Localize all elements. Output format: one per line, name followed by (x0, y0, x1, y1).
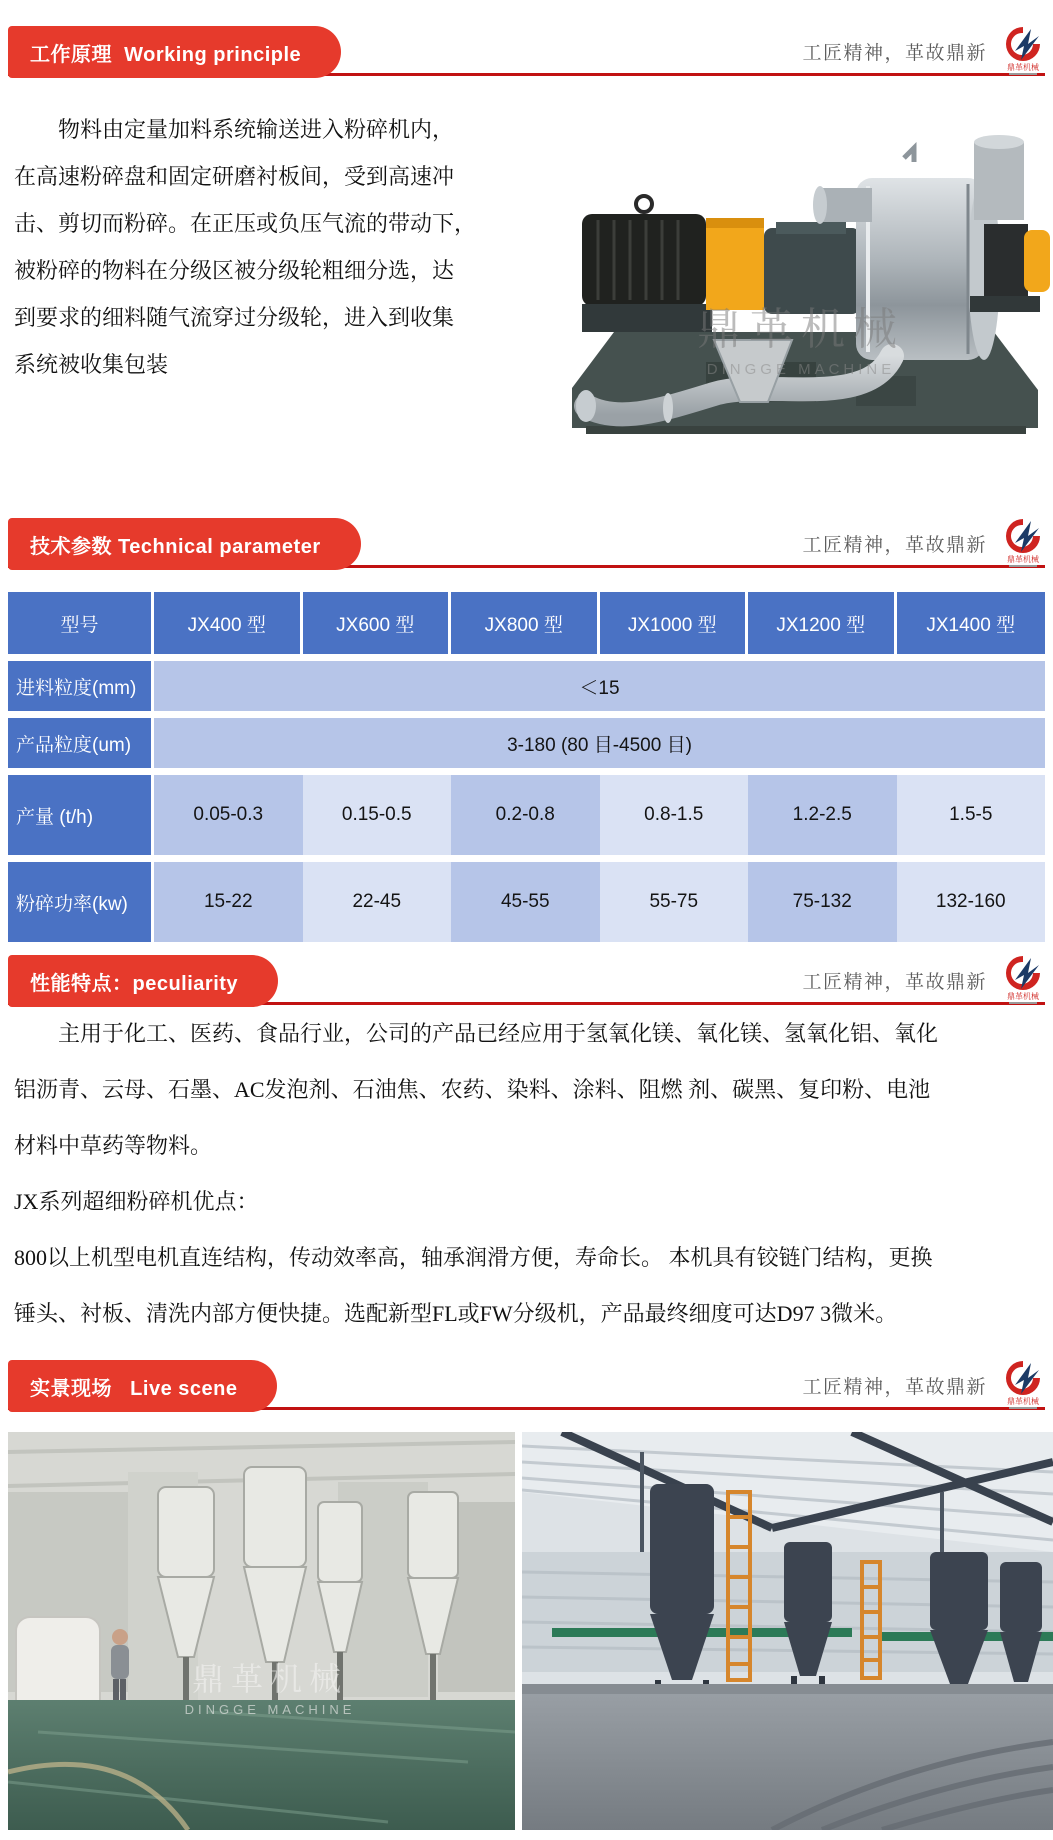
banner-pill (8, 518, 361, 570)
brand-motto: 工匠精神，革故鼎新 (802, 1376, 987, 1398)
table-cell: 132-160 (897, 862, 1046, 942)
brand-logo-icon (1001, 1358, 1045, 1412)
section-title: 实景现场 Live scene (30, 1377, 238, 1400)
svg-text:DINGGE MACHINE: DINGGE MACHINE (184, 1702, 356, 1717)
paragraph-line: 主用于化工、医药、食品行业，公司的产品已经应用于氢氧化镁、氧化镁、氢氧化铝、氧化 (58, 1021, 939, 1046)
section-title: 工作原理 Working principle (30, 43, 302, 66)
banner-pill (8, 26, 341, 78)
table-cell: 3-180 (80 目-4500 目) (154, 718, 1045, 768)
table-header-cell: JX800 型 (451, 592, 600, 654)
table-cell: 0.05-0.3 (154, 775, 303, 855)
table-cell: 55-75 (600, 862, 749, 942)
peculiarity-paragraph (14, 1006, 1044, 1342)
table-cell: 15-22 (154, 862, 303, 942)
table-header-cell: JX1200 型 (748, 592, 897, 654)
table-header-cell: JX1400 型 (897, 592, 1046, 654)
table-header-cell: JX400 型 (154, 592, 303, 654)
table-row-label: 进料粒度(mm) (8, 661, 154, 711)
live-photo-left (8, 1432, 515, 1830)
table-cell: 0.2-0.8 (451, 775, 600, 855)
live-photo-right (522, 1432, 1053, 1830)
table-header-cell: JX600 型 (303, 592, 452, 654)
section-banner-working-principle (8, 26, 1045, 76)
table-cell: 1.2-2.5 (748, 775, 897, 855)
brand-motto: 工匠精神，革故鼎新 (802, 971, 987, 993)
svg-text:DINGGE MACHINE: DINGGE MACHINE (706, 361, 896, 378)
table-cell: 22-45 (303, 862, 452, 942)
paragraph-line: 锤头、衬板、清洗内部方便快捷。选配新型FL或FW分级机，产品最终细度可达D97 3微米。 (14, 1301, 898, 1326)
paragraph-line: JX系列超细粉碎机优点： (14, 1189, 259, 1214)
brand-motto: 工匠精神，革故鼎新 (802, 534, 987, 556)
brand-motto: 工匠精神，革故鼎新 (802, 42, 987, 64)
table-cell: ＜15 (154, 661, 1045, 711)
table-cell: 1.5-5 (897, 775, 1046, 855)
live-scene-photos (8, 1432, 1053, 1830)
paragraph-line: 物料由定量加料系统输送进入粉碎机内， (58, 117, 455, 142)
table-header-cell: 型号 (8, 592, 154, 654)
svg-text:鼎革机械: 鼎革机械 (1007, 63, 1039, 72)
table-row-label: 粉碎功率(kw) (8, 862, 154, 942)
paragraph-line: 被粉碎的物料在分级区被分级轮粗细分选，达 (14, 258, 455, 283)
table-cell: 75-132 (748, 862, 897, 942)
table-cell: 0.8-1.5 (600, 775, 749, 855)
svg-text:鼎革机械: 鼎革机械 (1007, 555, 1039, 564)
section-banner-live-scene (8, 1360, 1045, 1410)
brand-logo-icon (1001, 24, 1045, 78)
svg-text:鼎革机械: 鼎革机械 (1007, 1397, 1039, 1406)
table-cell: 45-55 (451, 862, 600, 942)
paragraph-line: 在高速粉碎盘和固定研磨衬板间，受到高速冲 (14, 164, 455, 189)
paragraph-line: 材料中草药等物料。 (14, 1133, 213, 1158)
paragraph-line: 铝沥青、云母、石墨、AC发泡剂、石油焦、农药、染料、涂料、阻燃 剂、碳黑、复印粉、电池 (14, 1077, 931, 1102)
section-banner-peculiarity (8, 955, 1045, 1005)
photo-watermark: 鼎革机械 (191, 1661, 349, 1697)
banner-pill (8, 1360, 277, 1412)
paragraph-line: 系统被收集包装 (14, 352, 169, 377)
paragraph-line: 到要求的细料随气流穿过分级轮，进入到收集 (14, 305, 455, 330)
svg-text:鼎革机械: 鼎革机械 (1007, 992, 1039, 1001)
paragraph-line: 击、剪切而粉碎。在正压或负压气流的带动下， (14, 211, 477, 236)
working-principle-paragraph (14, 106, 542, 388)
table-header-cell: JX1000 型 (600, 592, 749, 654)
section-title: 性能特点：peculiarity (30, 972, 239, 995)
pulverizer-machine-photo (556, 126, 1053, 442)
banner-pill (8, 955, 278, 1007)
table-row-label: 产量 (t/h) (8, 775, 154, 855)
table-cell: 0.15-0.5 (303, 775, 452, 855)
paragraph-line: 800以上机型电机直连结构，传动效率高，轴承润滑方便，寿命长。 本机具有铰链门结构，更换 (14, 1245, 933, 1270)
technical-parameter-table (8, 592, 1045, 942)
section-title: 技术参数 Technical parameter (30, 535, 321, 558)
section-banner-technical-parameter (8, 518, 1045, 568)
table-row-label: 产品粒度(um) (8, 718, 154, 768)
photo-watermark: 鼎革机械 (697, 305, 905, 354)
brand-logo-icon (1001, 953, 1045, 1007)
brand-logo-icon (1001, 516, 1045, 570)
